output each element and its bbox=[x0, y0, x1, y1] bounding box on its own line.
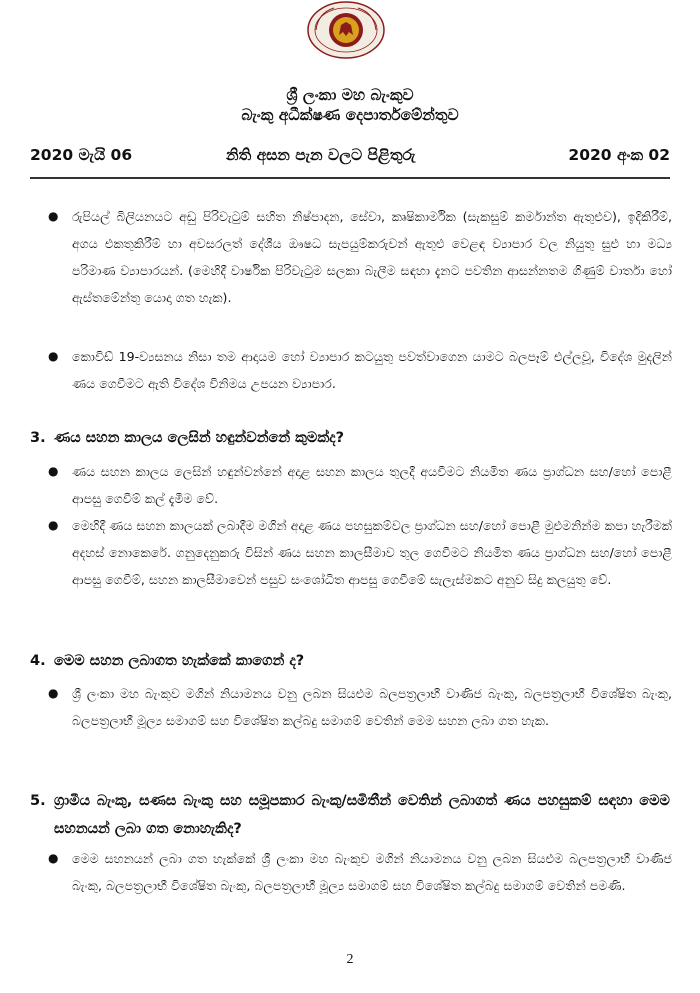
question-text: මෙම සහන ලබාගත හැක්කේ කාගෙන් ද? bbox=[54, 653, 305, 669]
bullet-icon: ● bbox=[48, 349, 59, 363]
bullet-icon: ● bbox=[48, 209, 59, 223]
bullet-icon: ● bbox=[48, 518, 59, 532]
document-meta-row bbox=[30, 146, 670, 170]
list-item bbox=[48, 512, 672, 593]
list-item-text: මෙහිදී ණය සහන කාලයක් ලබාදීම මගින් අදාළ ණය පහසුකම්වල ප්‍රාග්ධන සහ/හෝ පොළී මුළුමනින්ම කපා හැරීමක් අදහස් නොකෙරේ. ගනුදෙනුකරු විසින් ණය සහන කාලසීමාව තුල ගෙවීමට නියමිත ණය ප්‍රාග්ධන සහ/හෝ පොළී ආපසු ගෙවීම්, සහන කාලසීමාවෙන් පසුව සංශෝධිත ආපසු ගෙවීමේ සැලැස්මකට අනුව සිදු කලයුතු වේ. bbox=[72, 518, 672, 587]
header-divider bbox=[30, 177, 670, 179]
list-item-text: ණය සහන කාලය ලෙසින් හඳුන්වන්නේ අදාළ සහන කාලය තුලදී අයවීමට නියමිත ණය ප්‍රාග්ධන සහ/හෝ පොළී ආපසු ගෙවීම් කල් දැමීම වේ. bbox=[72, 464, 672, 506]
question-number: 4. bbox=[30, 653, 46, 669]
list-item bbox=[48, 203, 672, 311]
bullet-icon: ● bbox=[48, 686, 59, 700]
document-date: 2020 මැයි 06 bbox=[30, 146, 133, 164]
question-heading bbox=[30, 787, 670, 843]
list-item bbox=[48, 458, 672, 512]
question-number: 5. bbox=[30, 793, 46, 809]
question-text: ග්‍රාමීය බැංකු, සණස බැංකු සහ සමූපකාර බැංකු/සමිතීන් වෙතින් ලබාගත් ණය පහසුකම් සඳහා මෙම සහනයන් ලබා ගත නොහැකිද? bbox=[54, 793, 670, 837]
list-item bbox=[48, 343, 672, 397]
question-number: 3. bbox=[30, 430, 46, 446]
question-heading bbox=[30, 647, 670, 675]
document-title: ශ්‍රී ලංකා මහ බැංකුව bbox=[286, 86, 414, 104]
page-number: 2 bbox=[346, 952, 354, 967]
issue-number: 2020 අංක 02 bbox=[568, 146, 670, 164]
bullet-icon: ● bbox=[48, 464, 59, 478]
bullet-icon: ● bbox=[48, 851, 59, 865]
list-item-text: මෙම සහනයන් ලබා ගත හැක්කේ ශ්‍රී ලංකා මහ බැංකුව මගින් නියාමනය වනු ලබන සියළුම බලපත්‍රලාභී වාණිජ බැංකු, බලපත්‍රලාභී විශේෂිත බැංකු, බලපත්‍රලාභී මූල්‍ය සමාගම් සහ විශේෂිත කල්බදු සමාගම් වෙතින් පමණි. bbox=[72, 851, 672, 893]
question-text: ණය සහන කාලය ලෙසින් හඳුන්වන්නේ කුමක්ද? bbox=[54, 430, 344, 446]
list-item-text: ශ්‍රී ලංකා මහ බැංකුව මගින් නියාමනය වනු ලබන සියළුම බලපත්‍රලාභී වාණිජ බැංකු, බලපත්‍රලාභී විශේෂිත බැංකු, බලපත්‍රලාභී මූල්‍ය සමාගම් සහ විශේෂිත කල්බදු සමාගම් වෙතින් මෙම සහන ලබා ගත හැක. bbox=[72, 686, 672, 728]
question-heading bbox=[30, 424, 670, 452]
list-item bbox=[48, 845, 672, 899]
document-subject: නිති අසන පැන වලට පිළිතුරු bbox=[226, 146, 416, 164]
department-title: බැංකු අධීක්ෂණ දෙපාර්තමේන්තුව bbox=[241, 106, 459, 124]
list-item bbox=[48, 680, 672, 734]
central-bank-seal-logo bbox=[306, 1, 386, 59]
list-item-text: රුපියල් බිලියනයට අඩු පිරිවැටුම් සහිත නිෂ්පාදන, සේවා, කෘෂිකාර්මික (සැකසුම් කර්මාන්ත ඇතුළුව), ඉදිකිරීම්, අගය එකතුකිරීම් හා අවසරලත් දේශීය ඖෂධ සැපයුම්කරුවන් ඇතුළු වෙළඳ ව්‍යාපාර වල නියුතු සුළු හා මධ්‍ය පරිමාණ ව්‍යාපාරයන්. (මෙහිදී වාර්ෂික පිරිවැටුම සලකා බැලීම සඳහා දැනට පවතින ආසන්නතම ගිණුම් වාර්තා හෝ ඇස්තමේන්තු යොදා ගත හැක). bbox=[72, 209, 672, 305]
list-item-text: කොවිඩ් 19-ව්‍යසනය නිසා තම ආදායම හෝ ව්‍යාපාර කටයුතු පවත්වාගෙන යාමට බලපෑම් එල්ලවූ, විදේශ මුදලින් ණය ගෙවීමට ඇති විදේශ විනිමය උපයන ව්‍යාපාර. bbox=[72, 349, 672, 391]
